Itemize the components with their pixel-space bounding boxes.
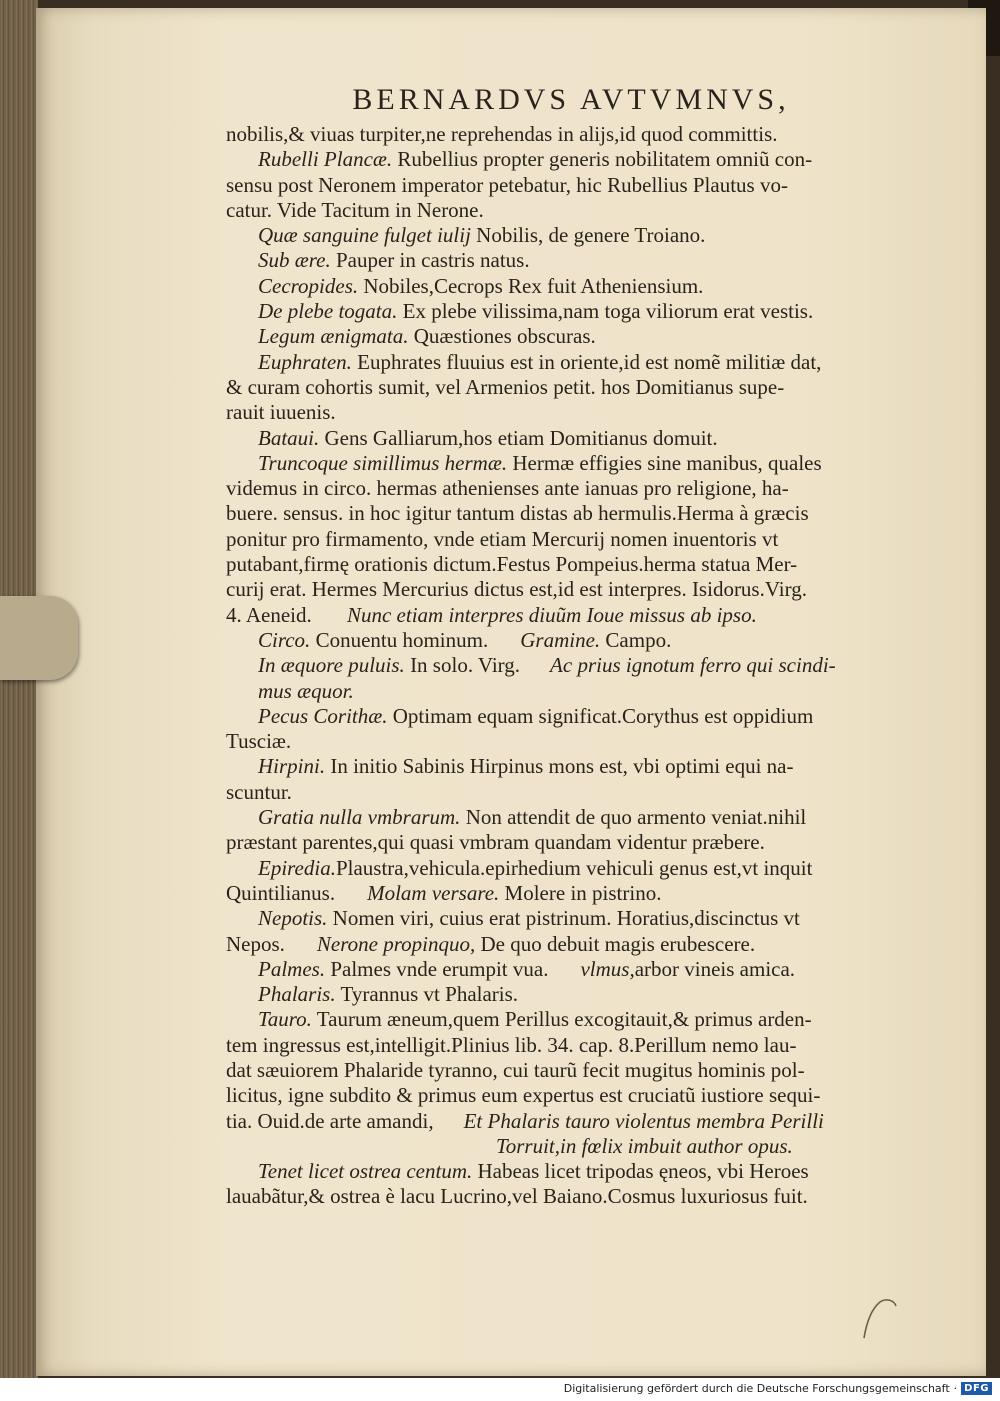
text-line [226, 501, 916, 526]
footer-separator: · [953, 1381, 958, 1395]
lemma: Molam versare. [367, 880, 500, 905]
gloss-text: Campo. [600, 627, 672, 652]
quotation: Nunc etiam interpres diuũm Ioue missus ab ipso. [346, 602, 757, 627]
lemma: Hirpini. [258, 754, 326, 779]
text-line [226, 122, 916, 147]
gloss-text: Hermæ effigies sine manibus, quales [507, 450, 822, 475]
gloss-text: Quæstiones obscuras. [408, 324, 596, 349]
gloss-text: Quintilianus. [226, 880, 336, 905]
text-line [226, 527, 916, 552]
lemma: Epiredia. [258, 855, 336, 880]
gloss-text: Euphrates fluuius est in oriente,id est nomẽ militiæ dat, [351, 349, 822, 374]
gloss-text: tem ingressus est,intelligit.Plinius lib. 34. cap. 8.Perillum nemo lau- [226, 1032, 797, 1057]
gloss-text: Molere in pistrino. [499, 880, 662, 905]
gloss-text: Conuentu hominum. [310, 627, 489, 652]
digitization-footer [564, 1379, 992, 1397]
gloss-text: Tyrannus vt Phalaris. [335, 982, 519, 1007]
gloss-text: Tusciæ. [226, 729, 292, 754]
gloss-text: Nepos. [226, 931, 285, 956]
text-line [226, 1184, 916, 1209]
gloss-text: Non attendit de quo armento veniat.nihil [460, 805, 807, 830]
gloss-text: 4. Aeneid. [226, 602, 317, 627]
text-line [226, 375, 916, 400]
text-line [226, 1109, 916, 1134]
lemma: Sub ære. [258, 248, 331, 273]
gloss-text: Gens Galliarum,hos etiam Domitianus domuit. [319, 425, 718, 450]
lemma: Bataui. [258, 425, 320, 450]
lemma: Nerone propinquo, [316, 931, 476, 956]
gloss-text: Pauper in castris natus. [330, 248, 530, 273]
gloss-text: scuntur. [226, 779, 292, 804]
text-line [226, 248, 916, 273]
gloss-text: nobilis,& viuas turpiter,ne reprehendas in alijs,id quod committis. [226, 122, 778, 146]
pen-mark-icon [860, 1296, 900, 1340]
text-line [226, 1033, 916, 1058]
gloss-text: Ex plebe vilissima,nam toga viliorum erat vestis. [397, 299, 814, 324]
lemma: Quæ sanguine fulget iulij [258, 223, 471, 248]
gloss-text: Habeas licet tripodas ęneos, vbi Heroes [472, 1159, 809, 1184]
text-line [226, 881, 916, 906]
text-line [226, 780, 916, 805]
gloss-text: sensu post Neronem imperator petebatur, hic Rubellius Plautus vo- [226, 172, 788, 197]
lemma: Cecropides. [258, 273, 359, 298]
text-line [226, 628, 916, 653]
lemma: Pecus Corithæ. [258, 703, 388, 728]
text-line [226, 603, 916, 628]
lemma: Rubelli Plancæ. [258, 147, 393, 172]
quotation: Ac prius ignotum ferro qui scindi- [550, 653, 836, 678]
gloss-text: præstant parentes,qui quasi vmbram quandam videntur præbere. [226, 830, 765, 855]
running-header: BERNARDVS AVTVMNVS, [352, 83, 790, 116]
text-line [226, 451, 916, 476]
lemma: Torruit,in fœlix imbuit author opus. [496, 1133, 793, 1158]
gloss-text: buere. sensus. in hoc igitur tantum distas ab hermulis.Herma à græcis [226, 501, 809, 526]
gloss-text: lauabãtur,& ostrea è lacu Lucrino,vel Baiano.Cosmus luxuriosus fuit. [226, 1184, 808, 1209]
text-line [226, 173, 916, 198]
lemma: Truncoque simillimus hermæ. [258, 450, 508, 475]
lemma: Gramine. [520, 627, 601, 652]
text-line [226, 704, 916, 729]
gloss-text: putabant,firmę orationis dictum.Festus Pompeius.herma statua Mer- [226, 552, 798, 577]
gloss-text: Palmes vnde erumpit vua. [325, 956, 549, 981]
gloss-text: Rubellius propter generis nobilitatem omniũ con- [392, 147, 813, 172]
lemma: Legum ænigmata. [258, 324, 409, 349]
text-lines [226, 122, 916, 1210]
lemma: Palmes. [258, 956, 326, 981]
book-page-edges [0, 0, 38, 1378]
text-line [226, 679, 916, 704]
gloss-text: Optimam equam significat.Corythus est oppidium [387, 703, 814, 728]
gloss-text: videmus in circo. hermas athenienses ante ianuas pro religione, ha- [226, 476, 789, 501]
text-line [226, 400, 916, 425]
gloss-text: catur. Vide Tacitum in Nerone. [226, 197, 484, 222]
gloss-text: licitus, igne subdito & primus eum expertus est cruciatũ iustiore sequi- [226, 1083, 821, 1108]
text-line [226, 299, 916, 324]
gloss-text: Plaustra,vehicula.epirhedium vehiculi genus est,vt inquit [335, 855, 813, 880]
lemma: mus æquor. [258, 678, 354, 703]
lemma: Phalaris. [258, 982, 336, 1007]
gloss-text: Taurum æneum,quem Perillus excogitauit,& primus arden- [311, 1007, 812, 1032]
gloss-text: Nomen viri, cuius erat pistrinum. Horatius,discinctus vt [327, 906, 800, 931]
gloss-text: rauit iuuenis. [226, 400, 336, 425]
dfg-logo: DFG [961, 1382, 992, 1395]
lemma: Gratia nulla vmbrarum. [258, 805, 461, 830]
text-line [226, 1058, 916, 1083]
text-line [226, 223, 916, 248]
text-line [226, 198, 916, 223]
quotation: Et Phalaris tauro violentus membra Perilli [463, 1108, 824, 1133]
text-line [226, 653, 916, 678]
lemma: De plebe togata. [258, 299, 398, 324]
text-line [226, 856, 916, 881]
lemma: Tauro. [258, 1007, 312, 1032]
page-clip [0, 596, 78, 680]
gloss-text: arbor vineis amica. [634, 956, 796, 981]
gloss-text: dat sæuiorem Phalaride tyranno, cui taurũ fecit mugitus hominis pol- [226, 1057, 805, 1082]
page-text [226, 80, 916, 1210]
text-line [226, 1159, 916, 1184]
gloss-text: De quo debuit magis erubescere. [475, 931, 756, 956]
lemma: In æquore puluis. [258, 653, 405, 678]
gloss-text: curij erat. Hermes Mercurius dictus est,id est interpres. Isidorus.Virg. [226, 577, 807, 602]
text-line [226, 754, 916, 779]
gloss-text: In initio Sabinis Hirpinus mons est, vbi optimi equi na- [325, 754, 794, 779]
gloss-text: Nobiles,Cecrops Rex fuit Atheniensium. [358, 273, 704, 298]
lemma: Euphraten. [258, 349, 352, 374]
gloss-text: In solo. Virg. [404, 653, 521, 678]
text-line [226, 805, 916, 830]
text-line [226, 906, 916, 931]
text-line [226, 426, 916, 451]
gloss-text: ponitur pro firmamento, vnde etiam Mercurij nomen inuentoris vt [226, 526, 779, 551]
text-line [226, 1134, 916, 1159]
text-line [226, 274, 916, 299]
gloss-text: Nobilis, de genere Troiano. [470, 223, 706, 248]
gloss-text: tia. Ouid.de arte amandi, [226, 1108, 434, 1133]
lemma: vlmus, [580, 956, 635, 981]
lemma: Nepotis. [258, 906, 328, 931]
text-line [226, 1083, 916, 1108]
text-line [226, 932, 916, 957]
lemma: Tenet licet ostrea centum. [258, 1159, 473, 1184]
text-line [226, 1007, 916, 1032]
text-line [226, 476, 916, 501]
text-line [226, 577, 916, 602]
text-line [226, 957, 916, 982]
lemma: Circo. [258, 627, 311, 652]
text-line [226, 830, 916, 855]
text-line [226, 350, 916, 375]
footer-credit: Digitalisierung gefördert durch die Deutsche Forschungsgemeinschaft [563, 1381, 950, 1395]
text-line [226, 324, 916, 349]
text-line [226, 729, 916, 754]
text-line [226, 147, 916, 172]
text-line [226, 552, 916, 577]
gloss-text: & curam cohortis sumit, vel Armenios petit. hos Domitianus supe- [226, 374, 785, 399]
text-line [226, 982, 916, 1007]
